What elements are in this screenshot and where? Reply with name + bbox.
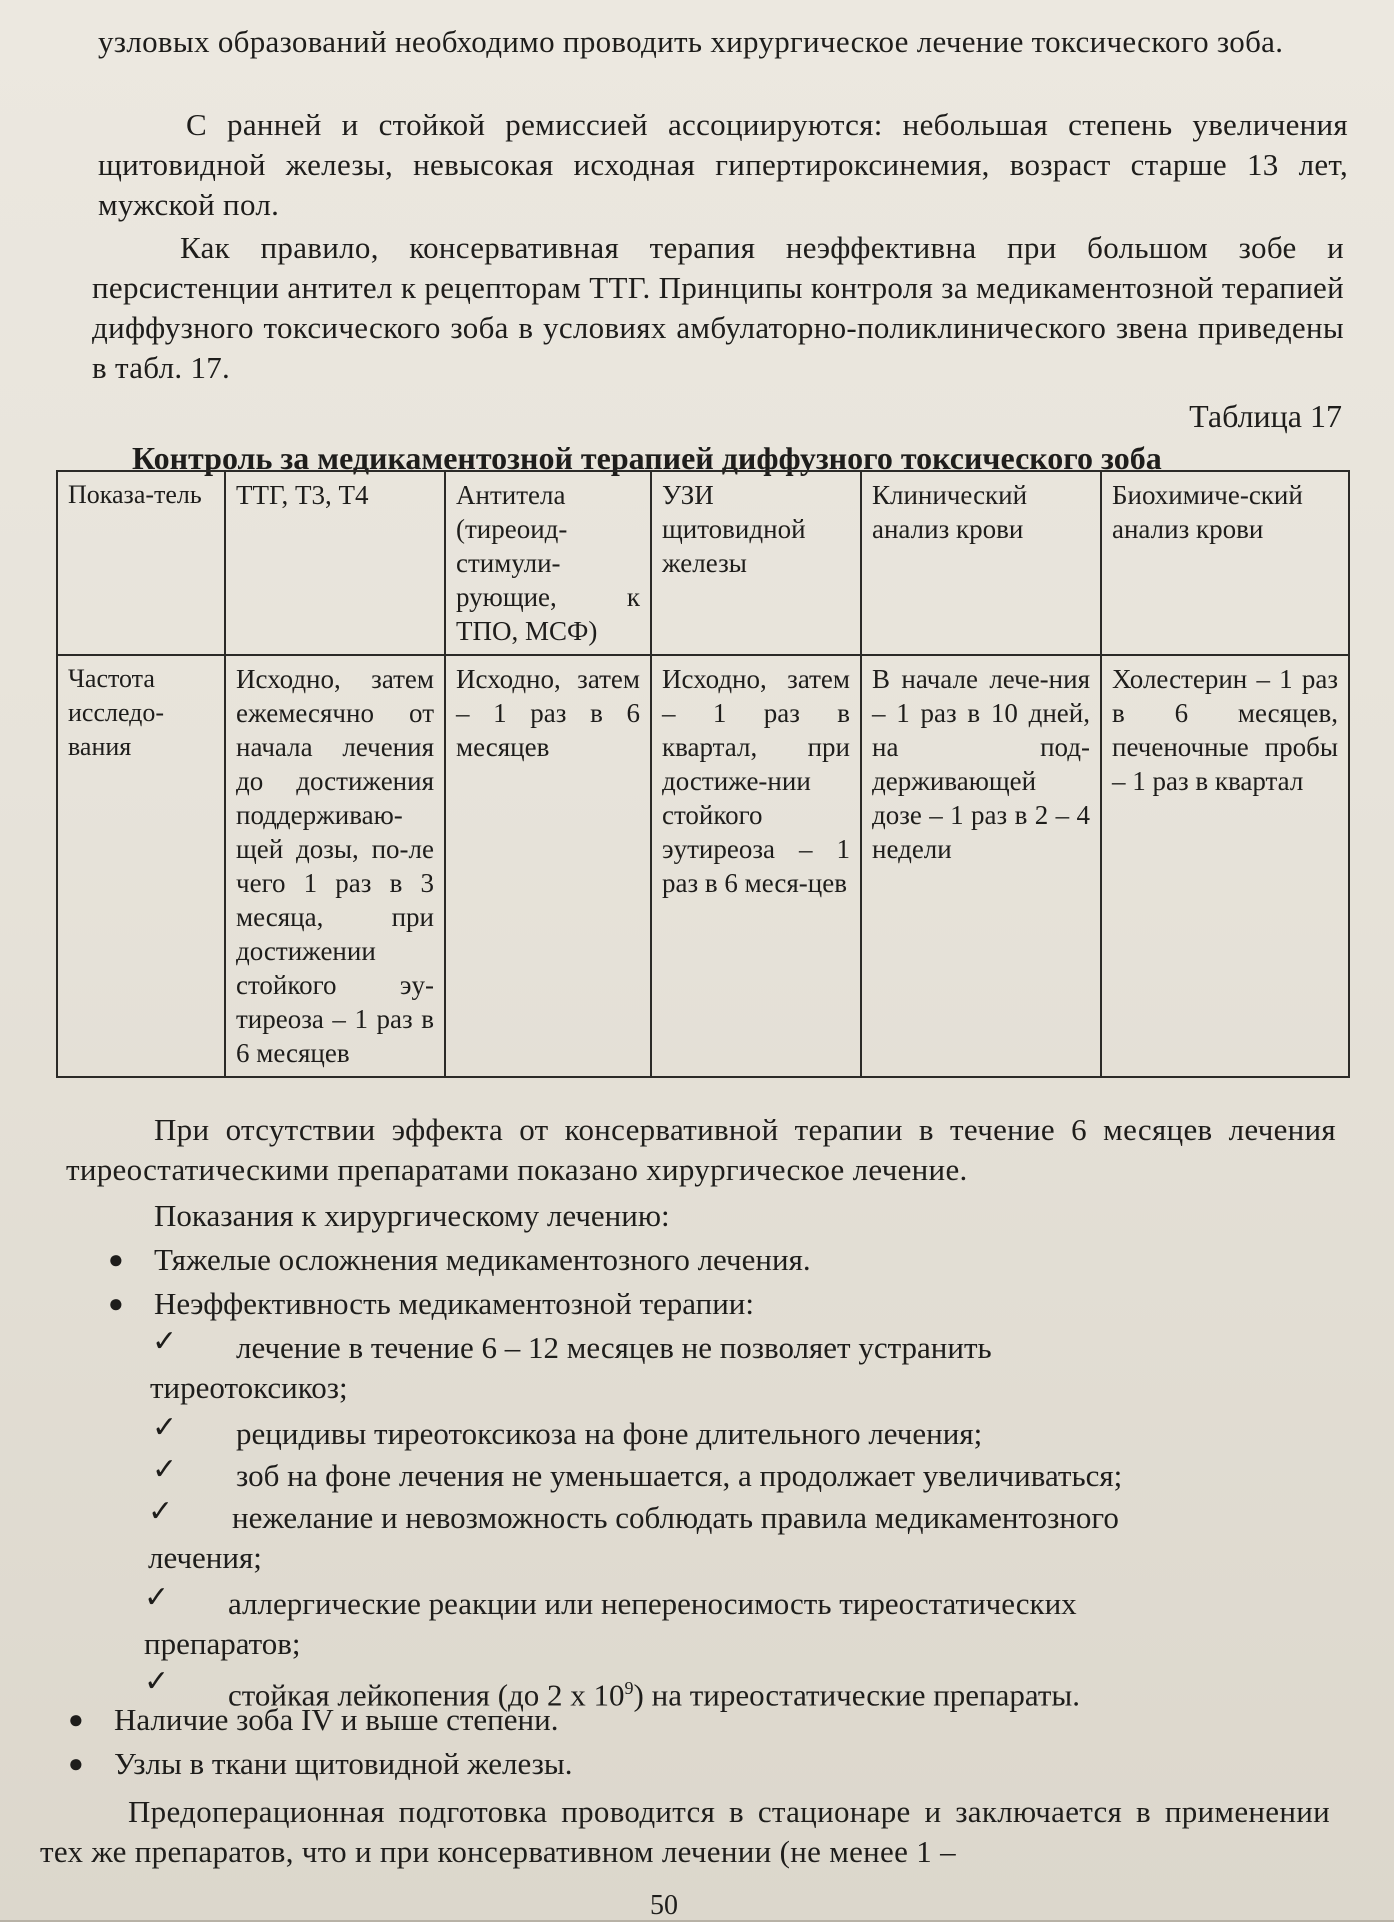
checkmark-icon: ✓: [152, 1453, 178, 1486]
page-number: 50: [650, 1890, 678, 1921]
table-cell: Частота исследо-вания: [57, 655, 225, 1077]
check-item: [152, 1411, 1327, 1454]
monitoring-table: [56, 470, 1350, 1078]
checkmark-icon: ✓: [152, 1411, 178, 1444]
table-cell: Исходно, затем – 1 раз в 6 месяцев: [445, 655, 651, 1077]
check-text: лечение в течение 6 – 12 месяцев не позволяет устранить: [236, 1330, 992, 1365]
check-text: нежелание и невозможность соблюдать правила медикаментозного: [232, 1500, 1119, 1535]
table-header-cell: Клинический анализ крови: [861, 471, 1101, 655]
check-text-part: стойкая лейкопения (до 2 х 10: [228, 1677, 625, 1713]
table-title: Контроль за медикаментозной терапией диффузного токсического зоба: [132, 440, 1162, 476]
bullet-item: [108, 1284, 1348, 1324]
bullet-text: Узлы в ткани щитовидной железы.: [114, 1746, 573, 1781]
paragraph: Как правило, консервативная терапия неэффективна при большом зобе и персистенции антител к рецепторам ТТГ. Принципы контроля за медикаментозной терапией диффузного токсического зоба в условиях амбулаторно-поликлинического звена приведены в табл. 17.: [92, 230, 1344, 385]
check-item: [152, 1453, 1327, 1496]
table-header-cell: Биохимиче-ский анализ крови: [1101, 471, 1349, 655]
check-text-continued: лечения;: [148, 1540, 262, 1575]
surgery-indications-heading: Показания к хирургическому лечению:: [154, 1198, 670, 1233]
table-cell: Исходно, затем – 1 раз в квартал, при достиже-нии стойкого эутиреоза – 1 раз в 6 меся-цев: [651, 655, 861, 1077]
table-row: [57, 655, 1349, 1077]
paragraph: Предоперационная подготовка проводится в стационаре и заключается в применении тех же препаратов, что и при консервативном лечении (не менее 1 –: [40, 1794, 1330, 1869]
bullet-text: Наличие зоба IV и выше степени.: [114, 1702, 559, 1737]
check-text: рецидивы тиреотоксикоза на фоне длительного лечения;: [236, 1416, 983, 1451]
table-header-cell: ТТГ, Т3, Т4: [225, 471, 445, 655]
table-cell: Исходно, затем ежемесячно от начала лечения до достижения поддерживаю-щей дозы, по-ле чего 1 раз в 3 месяца, при достижении стойкого эу-тиреоза – 1 раз в 6 месяцев: [225, 655, 445, 1077]
paragraph: При отсутствии эффекта от консервативной терапии в течение 6 месяцев лечения тиреостатическими препаратами показано хирургическое лечение.: [66, 1112, 1336, 1187]
bullet-text: Неэффективность медикаментозной терапии:: [154, 1286, 755, 1321]
paragraph: узловых образований необходимо проводить хирургическое лечение токсического зоба.: [98, 24, 1284, 59]
bullet-item: [108, 1240, 1348, 1280]
check-text: зоб на фоне лечения не уменьшается, а продолжает увеличиваться;: [236, 1458, 1123, 1493]
check-text-part: ) на тиреостатические препараты.: [633, 1677, 1080, 1713]
bullet-item: [68, 1700, 1328, 1740]
check-text-continued: препаратов;: [144, 1626, 301, 1661]
check-item: [144, 1581, 1328, 1664]
checkmark-icon: ✓: [144, 1581, 170, 1614]
superscript: 9: [624, 1678, 634, 1698]
checkmark-icon: ✓: [152, 1325, 178, 1358]
table-header-cell: Показа-тель: [57, 471, 225, 655]
check-item: [150, 1325, 1327, 1408]
table-cell: В начале лече-ния – 1 раз в 10 дней, на под-держивающей дозе – 1 раз в 2 – 4 недели: [861, 655, 1101, 1077]
bullet-text: Тяжелые осложнения медикаментозного лечения.: [154, 1242, 811, 1277]
bullet-item: [68, 1744, 1328, 1784]
bullet-icon: ●: [108, 1245, 124, 1274]
table-number: Таблица 17: [1189, 398, 1342, 434]
check-text-continued: тиреотоксикоз;: [150, 1370, 348, 1405]
table-header-cell: Антитела (тиреоид-стимули-рующие, к ТПО, МСФ): [445, 471, 651, 655]
checkmark-icon: ✓: [148, 1495, 174, 1528]
bullet-icon: ●: [68, 1749, 84, 1778]
table-cell: Холестерин – 1 раз в 6 месяцев, печеночные пробы – 1 раз в квартал: [1101, 655, 1349, 1077]
table-header-cell: УЗИ щитовидной железы: [651, 471, 861, 655]
paragraph: С ранней и стойкой ремиссией ассоциируются: небольшая степень увеличения щитовидной железы, невысокая исходная гипертироксинемия, возраст старше 13 лет, мужской пол.: [98, 107, 1348, 222]
table-header-row: [57, 471, 1349, 655]
check-text: аллергические реакции или непереносимость тиреостатических: [228, 1586, 1077, 1621]
bullet-icon: ●: [68, 1705, 84, 1734]
checkmark-icon: ✓: [144, 1665, 170, 1698]
check-item: [148, 1495, 1328, 1578]
bullet-icon: ●: [108, 1289, 124, 1318]
